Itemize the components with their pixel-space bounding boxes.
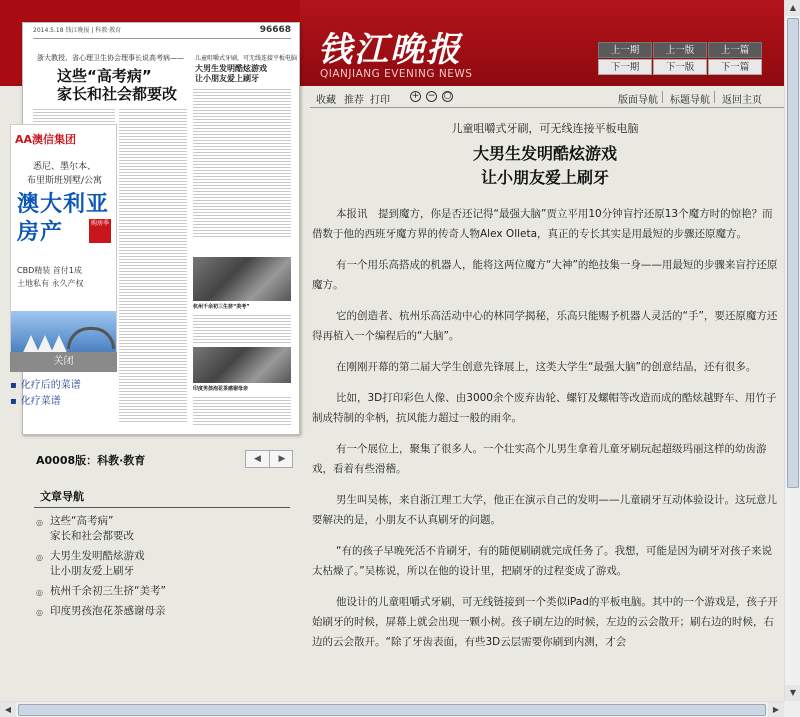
page-nav-link[interactable]: 版面导航 [618, 95, 658, 106]
thumbnail-left-kicker: 浙大教授、省心理卫生协会理事长说高考病—— [37, 54, 184, 62]
divider [34, 507, 290, 508]
horizontal-scrollbar[interactable] [0, 701, 784, 717]
article-paragraph: 有一个用乐高搭成的机器人，能将这两位魔方“大神”的绝技集一身——用最短的步骤来盲拧还原魔方。 [312, 259, 778, 291]
ad-small-line-2: 土地私有 永久产权 [17, 279, 84, 288]
related-link[interactable]: ▪ 化疗菜谱 [10, 396, 61, 407]
thumbnail-right-headline-2[interactable]: 让小朋友爱上刷牙 [195, 74, 259, 83]
thumbnail-text-column [119, 107, 187, 423]
zoom-out-icon[interactable]: − [427, 91, 436, 101]
collect-button[interactable]: 收藏 [316, 95, 336, 106]
ad-text-line-1: 悉尼、墨尔本、 [32, 162, 96, 172]
divider [662, 91, 663, 103]
article-paragraph: 他设计的儿童咀嚼式牙刷，可无线链接到一个类似iPad的平板电脑。其中的一个游戏是，孩子开始刷牙的时候，屏幕上就会出现一颗小树。孩子刷左边的时候，左边的云会散开；刷右边的时候，右边的云会散开。“除了牙齿表面，有些3D云层需要你刷到内测，才会 [312, 596, 778, 648]
thumbnail-photo-caption-1: 杭州千余初三生挤“美考” [193, 304, 250, 310]
article-nav-item[interactable]: ◎ 大男生发明酷炫游戏 让小朋友爱上刷牙 [36, 550, 145, 577]
scroll-left-icon[interactable]: ◀ [0, 702, 16, 717]
edition-pager [245, 450, 293, 468]
divider [714, 91, 715, 103]
ad-headline-1: 澳大利亚 [17, 192, 110, 217]
article-paragraph: 它的创造者、杭州乐高活动中心的林同学揭秘，乐高只能赐予机器人灵活的“手”，要还原魔方还得再植入一个编程后的“大脑”。 [312, 310, 778, 342]
real-estate-ad[interactable] [10, 124, 117, 372]
thumbnail-right-headline-1[interactable]: 大男生发明酷炫游戏 [195, 64, 267, 73]
ad-close-button[interactable]: 关闭 [10, 352, 117, 372]
edition-label: A0008版：科教·教育 [36, 454, 146, 467]
issue-navigation [598, 42, 762, 76]
bullet-icon: ◎ [36, 588, 43, 597]
scroll-down-icon[interactable]: ▼ [785, 685, 800, 701]
ad-headline-2: 房产 [17, 220, 64, 245]
thumbnail-text-column [193, 395, 291, 425]
zoom-reset-icon[interactable]: ○ [443, 91, 452, 101]
scroll-up-icon[interactable]: ▲ [785, 0, 800, 16]
edition-prev-button[interactable]: ◀ [246, 451, 270, 467]
bullet-icon: ◎ [36, 553, 43, 562]
horizontal-scroll-thumb[interactable] [18, 704, 766, 716]
article-nav-item[interactable]: ◎ 杭州千余初三生挤“美考” [36, 584, 292, 599]
bullet-icon: ◎ [36, 608, 43, 617]
thumbnail-left-headline-2[interactable]: 家长和社会都要改 [57, 85, 178, 103]
thumbnail-text-column [193, 313, 291, 343]
article-title-line-2: 让小朋友爱上刷牙 [480, 168, 609, 187]
scroll-right-icon[interactable]: ▶ [768, 702, 784, 717]
ad-small-line-1: CBD精装 首付1成 [17, 266, 82, 275]
thumbnail-photo-caption-2: 印度男孩泡花茶感谢母亲 [193, 386, 249, 392]
thumbnail-photo-2 [193, 347, 291, 383]
prev-issue-button[interactable]: 上一期 [598, 42, 652, 58]
article-nav-list [36, 514, 292, 624]
thumbnail-left-headline-1[interactable]: 这些“高考病” [57, 67, 152, 85]
vertical-scroll-thumb[interactable] [787, 18, 799, 488]
article-paragraph: 比如，3D打印彩色人像、由3000余个废弃齿轮、螺钉及螺帽等改造而成的酷炫越野车、用竹子制成特制的伞柄，抗风能力超过一般的雨伞。 [312, 392, 777, 424]
article-nav-item[interactable]: ◎ 印度男孩泡花茶感谢母亲 [36, 604, 292, 619]
zoom-in-icon[interactable]: + [411, 91, 420, 101]
article-paragraph: 男生叫吴栋，来自浙江理工大学，他正在演示自己的发明——儿童刷牙互动体验设计。这玩意儿要解决的是，小朋友不认真刷牙的问题。 [312, 494, 777, 526]
thumbnail-right-kicker: 儿童咀嚼式牙刷，可无线连接平板电脑 [195, 55, 298, 62]
article-paragraph: 本报讯 提到魔方，你是否还记得“最强大脑”贾立平用10分钟盲拧还原13个魔方时的惊艳？而借数于他的西班牙魔方界的传奇人物Alex Olleta，真正的专长其实是用最短的步骤还原魔方。 [312, 208, 773, 240]
next-page-button[interactable]: 下一版 [653, 59, 707, 75]
thumbnail-header [33, 25, 291, 39]
print-button[interactable]: 打印 [370, 95, 390, 106]
next-article-button[interactable]: 下一篇 [708, 59, 762, 75]
article-toolbar [310, 86, 784, 108]
article-kicker: 儿童咀嚼式牙刷，可无线连接平板电脑 [451, 122, 639, 135]
article-paragraph: 在刚刚开幕的第二届大学生创意先锋展上，这类大学生“最强大脑”的创意结晶，还有很多。 [336, 361, 757, 373]
next-issue-button[interactable]: 下一期 [598, 59, 652, 75]
ad-tag: 购房季 [89, 219, 111, 243]
vertical-scrollbar[interactable] [784, 0, 800, 701]
newspaper-logo-english: QIANJIANG EVENING NEWS [320, 68, 473, 80]
bullet-icon: ◎ [36, 518, 43, 527]
article-nav-item[interactable]: ◎ 这些“高考病” 家长和社会都要改 [36, 515, 134, 542]
related-links [10, 378, 117, 410]
ad-text-line-2: 布里斯班别墅/公寓 [26, 176, 103, 186]
article-nav-title: 文章导航 [40, 490, 84, 503]
recommend-button[interactable]: 推荐 [344, 95, 364, 106]
newspaper-logo[interactable]: 钱江晚报 [318, 30, 462, 70]
home-link[interactable]: 返回主页 [722, 95, 762, 106]
article-paragraph: 有一个展位上，聚集了很多人。一个壮实高个儿男生拿着儿童牙刷玩起超级玛丽这样的幼齿游戏，看着有些滑稽。 [312, 443, 767, 475]
article-title-line-1: 大男生发明酷炫游戏 [472, 144, 617, 163]
article-paragraph: “有的孩子早晚死活不肯刷牙，有的随便刷刷就完成任务了。我想，可能是因为刷牙对孩子来说太枯燥了。”吴栋说，所以在他的设计里，把刷牙的过程变成了游戏。 [312, 545, 772, 577]
ad-logo: AA澳信集团 [15, 133, 77, 146]
thumbnail-text-column [193, 87, 291, 237]
article-body [312, 204, 778, 663]
scrollbar-corner [784, 701, 800, 717]
edition-next-button[interactable]: ▶ [278, 454, 286, 464]
related-link[interactable]: ▪ 化疗后的菜谱 [10, 380, 81, 391]
thumbnail-photo-1 [193, 257, 291, 301]
thumbnail-page-tag: 2014.5.18 钱江晚报 | 科教·教育 [33, 27, 122, 34]
prev-article-button[interactable]: 上一篇 [708, 42, 762, 58]
title-nav-link[interactable]: 标题导航 [670, 95, 710, 106]
prev-page-button[interactable]: 上一版 [653, 42, 707, 58]
thumbnail-page-number: 96668 [259, 25, 291, 35]
